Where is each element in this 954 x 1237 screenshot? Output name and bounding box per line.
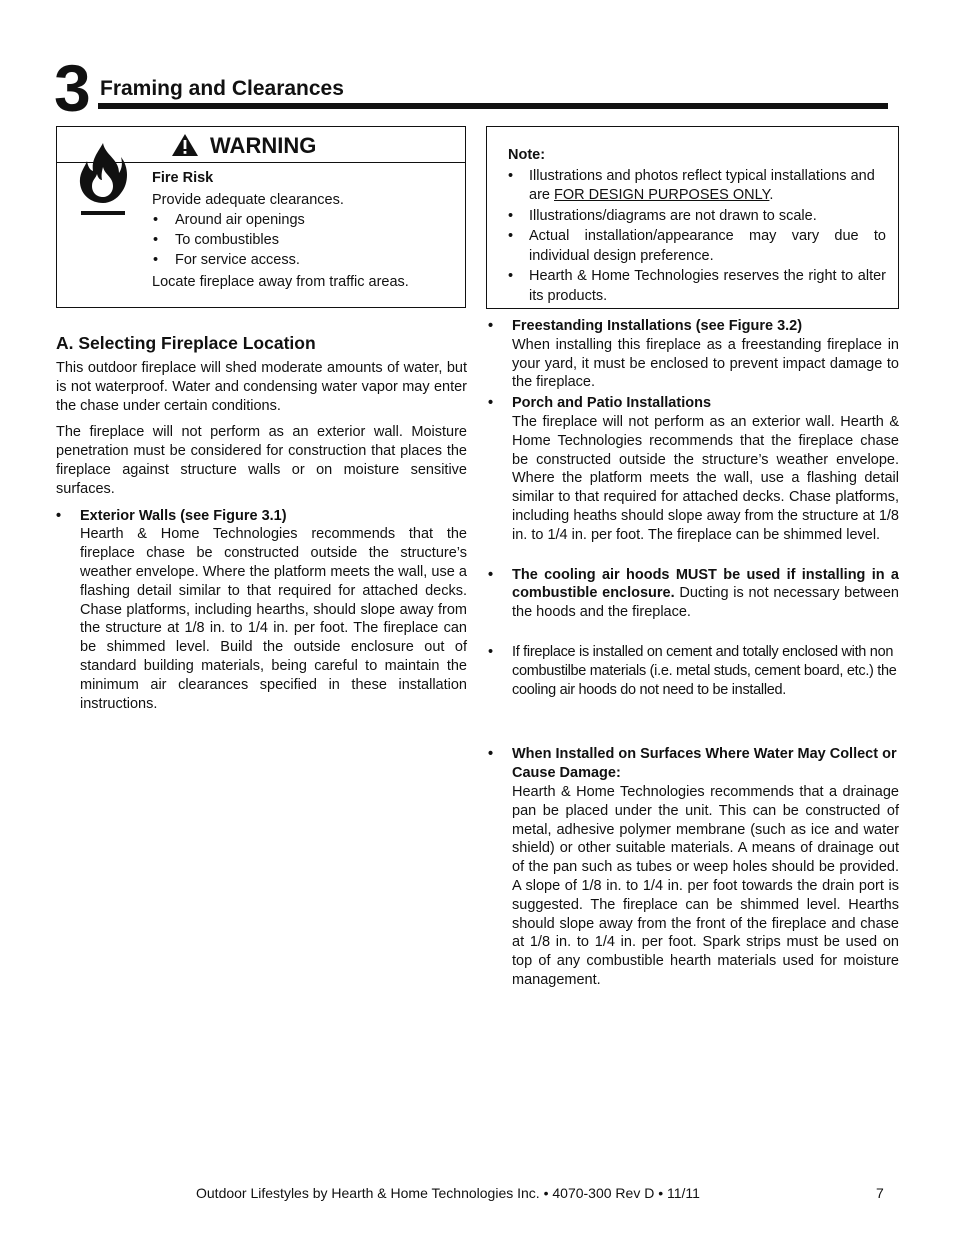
chapter-number: 3 [54, 51, 89, 125]
bullet: • [488, 643, 493, 660]
warning-subtitle: Fire Risk [152, 170, 214, 186]
exterior-walls-body: Hearth & Home Technologies recommends that the fireplace chase be constructed outside the structure’s weather envelope. Where the platform meets the wall, use a flashing detail similar to that required for attached decks. Chase platforms, including hearths, should slope away from the structure at 1/8 in. to 1/4 in. per foot. The fireplace can be shimmed level. Build the outside enclosure out of standard building materials, being careful to maintain the minimum air clearances specified in these installation instructions. [80, 526, 467, 712]
warning-triangle-icon [171, 133, 199, 157]
warning-item: • Around air openings [152, 210, 409, 230]
exterior-walls-title: Exterior Walls (see Figure 3.1) [80, 507, 287, 524]
cooling-hoods-text: Ducting is not necessary between the hoods and the fireplace. [512, 585, 899, 621]
footer-text: Outdoor Lifestyles by Hearth & Home Technologies Inc. • 4070-300 Rev D • 11/11 [196, 1185, 700, 1201]
porch-title: Porch and Patio Installations [512, 395, 712, 412]
bullet: • [488, 318, 494, 334]
water-item [488, 745, 899, 989]
porch-item [488, 394, 899, 544]
bullet: • [488, 395, 494, 412]
warning-content [152, 168, 409, 292]
warning-intro: Provide adequate clearances. [152, 192, 344, 208]
right-column [488, 317, 899, 990]
design-purposes-underline: FOR DESIGN PURPOSES ONLY [554, 187, 770, 203]
note-item: • Illustrations/diagrams are not drawn to scale. [508, 207, 886, 227]
freestanding-body: When installing this fireplace as a freestanding fireplace in your yard, it must be enclosed to prevent impact damage to the fireplace. [512, 336, 899, 391]
note-item1-end: . [769, 187, 774, 203]
warning-item: • To combustibles [152, 230, 409, 250]
note-content [508, 146, 886, 306]
porch-body: The fireplace will not perform as an exterior wall. Hearth & Home Technologies recommends that the fireplace chase be constructed outside the structure’s weather envelope. Where the platform meets the wall, use a flashing detail similar to that required for attached decks. Chase platforms, including heaths should slope away from the structure at 1/8 in. to 1/4 in. per foot. The fireplace can be shimmed level. [512, 413, 899, 543]
warning-outro: Locate fireplace away from traffic areas. [152, 274, 409, 290]
section-a-heading: A. Selecting Fireplace Location [56, 333, 316, 353]
bullet: • [488, 566, 494, 583]
water-body: Hearth & Home Technologies recommends that a drainage pan be placed under the unit. This can be constructed of metal, adhesive polymer membrane (such as ice and water shield) or other suitable materials. A means of drainage out of the pan such as tubes or weep holes should be provided. A slope of 1/8 in. to 1/4 in. per foot towards the drain port is suggested. The fireplace can be shimmed level. Hearths should slope away from the front of the fireplace and chase at 1/8 in. to 1/4 in. per foot. Spark strips must be used on top of any combustible hearth materials used for moisture management. [512, 783, 899, 988]
warning-title: WARNING [210, 133, 317, 158]
section-a-paragraph-1: This outdoor fireplace will shed moderate amounts of water, but is not waterproof. Water and condensing water vapor may enter the chase under certain conditions. [56, 360, 467, 414]
header-rule [98, 103, 888, 109]
cement-item [488, 643, 899, 699]
page-number: 7 [876, 1185, 884, 1201]
note-box [486, 126, 899, 309]
left-column [56, 359, 467, 713]
exterior-walls-item [56, 507, 467, 714]
note-item: • Actual installation/appearance may vary due to individual design preference. [508, 227, 886, 266]
freestanding-item [488, 317, 899, 392]
note-item [508, 167, 886, 206]
note-item: • Hearth & Home Technologies reserves the right to alter its products. [508, 267, 886, 306]
warning-item: • For service access. [152, 250, 409, 270]
warning-box [56, 126, 466, 308]
freestanding-title: Freestanding Installations (see Figure 3.2) [512, 318, 803, 334]
section-a-paragraph-2: The fireplace will not perform as an exterior wall. Moisture penetration must be considered for construction that places the fireplace against structure walls or on moisture sensitive surfaces. [56, 424, 467, 497]
note-item1-text: Illustrations and photos reflect typical installations and are [529, 167, 875, 203]
cement-text: If fireplace is installed on cement and totally enclosed with non combustilbe materials (i.e. metal studs, cement board, etc.) the cooling air hoods do not need to be installed. [512, 643, 897, 698]
fire-hazard-icon [75, 139, 131, 221]
water-title: When Installed on Surfaces Where Water May Collect or Cause Damage: [512, 746, 897, 782]
note-title: Note: [508, 147, 546, 163]
cooling-hoods-bold: The cooling air hoods MUST be used if installing in a combustible enclosure. [512, 566, 899, 602]
bullet: • [56, 507, 62, 524]
cooling-hoods-item [488, 566, 899, 622]
bullet: • [488, 746, 494, 763]
chapter-title: Framing and Clearances [100, 77, 344, 100]
